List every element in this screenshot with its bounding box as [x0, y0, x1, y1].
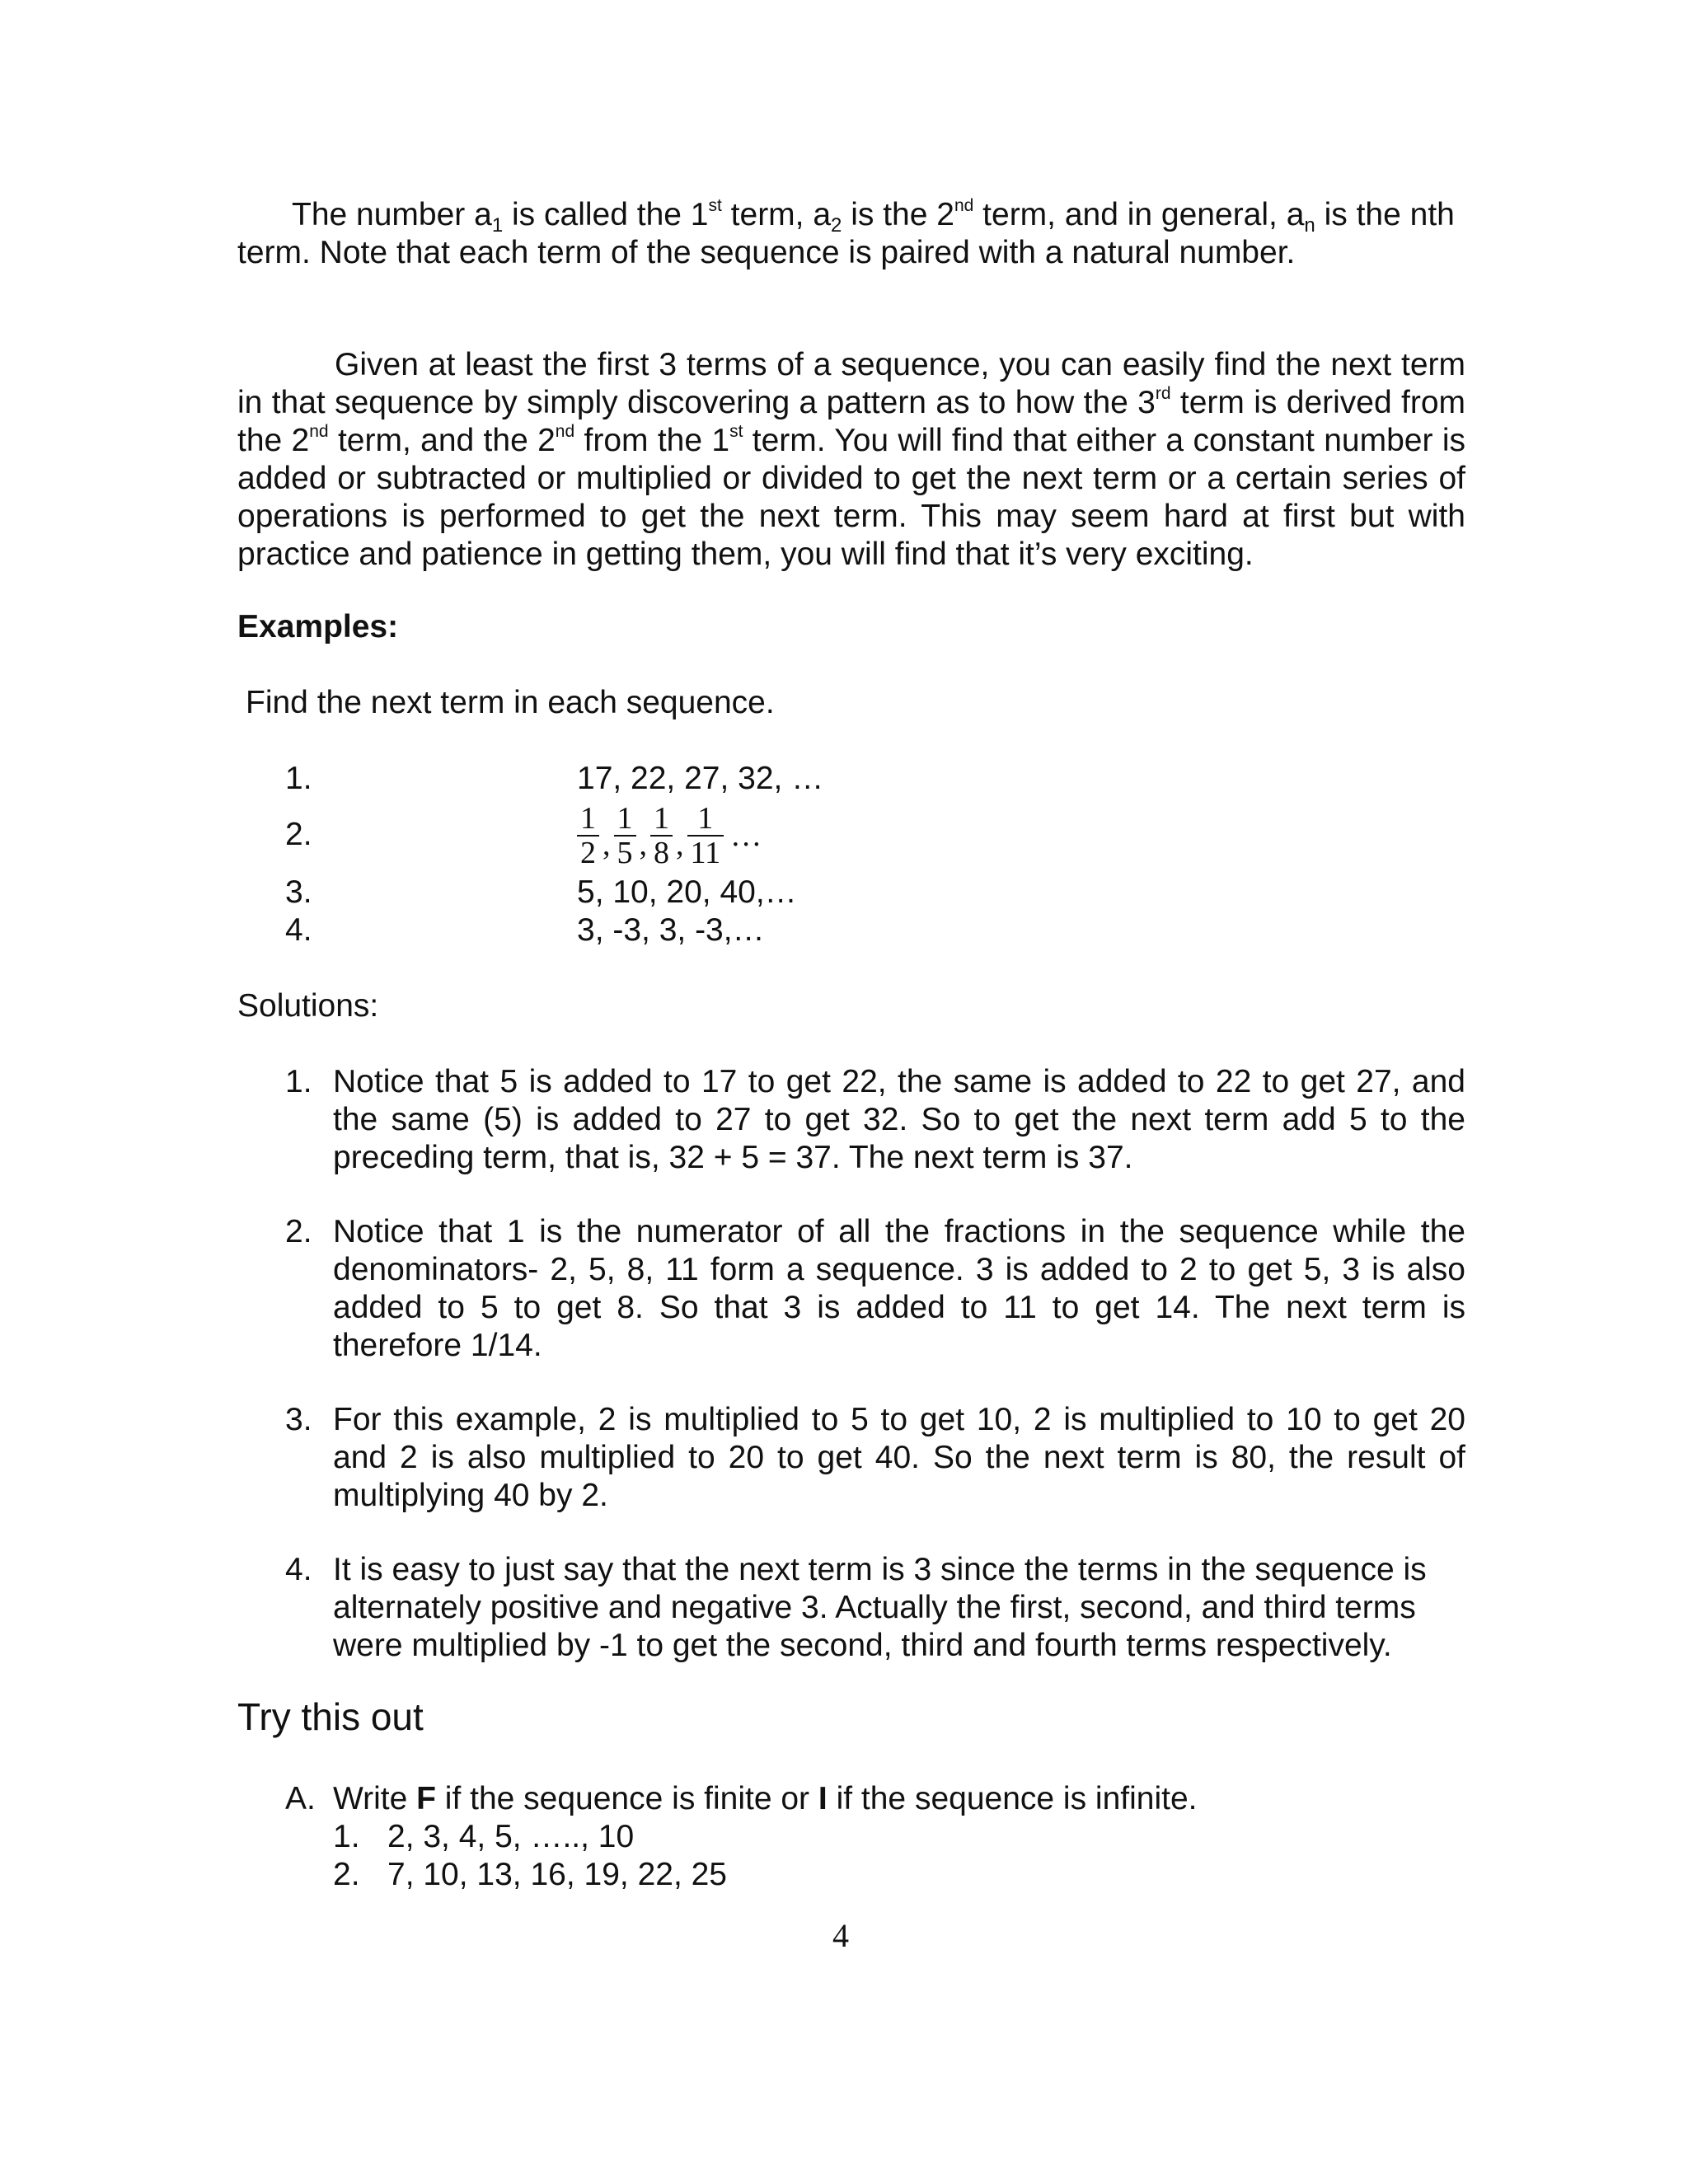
- try-item-1-label: 1.: [333, 1819, 360, 1854]
- solutions-heading: Solutions:: [237, 988, 379, 1024]
- fraction: $\frac{1}{11}$: [687, 802, 724, 869]
- solution-2-text: Notice that 1 is the numerator of all the fractions in the sequence while the denominators- 2, 5, 8, 11 form a sequence. 3 is added to 2 to get 5, 3 is also added to 5 to get 8. So that 3 is added to 11 to get 14. The next term is therefore 1/14.: [333, 1214, 1465, 1363]
- solution-1-label: 1.: [285, 1064, 312, 1099]
- intro-paragraph-1: The number $a_1$ is called the 1st term, $a_2$ is the 2nd term, and in general, $a_n$ is the nth term. Note that each term of the sequence is paired with a natural number.: [237, 196, 1455, 270]
- solution-2-label: 2.: [285, 1214, 312, 1249]
- fraction: $\frac{1}{8}$: [650, 802, 673, 869]
- fraction: $\frac{1}{5}$: [614, 802, 636, 869]
- example-3-label: 3.: [285, 874, 312, 910]
- example-1-sequence: 17, 22, 27, 32, …: [577, 761, 824, 796]
- solution-1: [285, 1063, 1465, 1177]
- solution-1-text: Notice that 5 is added to 17 to get 22, the same is added to 22 to get 27, and the same (5) is added to 27 to get 32. So to get the next term add 5 to the preceding term, that is, 32 + 5 = 37. The next term is 37.: [333, 1064, 1465, 1175]
- try-item-2-label: 2.: [333, 1857, 360, 1892]
- example-1-label: 1.: [285, 761, 312, 796]
- page-number: 4: [832, 1917, 849, 1954]
- solution-3: [285, 1401, 1465, 1515]
- try-a-label: A.: [285, 1781, 316, 1816]
- try-item-1-text: 2, 3, 4, 5, ….., 10: [387, 1819, 635, 1854]
- solution-4-text: It is easy to just say that the next term is 3 since the terms in the sequence is alternately positive and negative 3. Actually the first, second, and third terms were multiplied by -1 to get the second, third and fourth terms respectively.: [333, 1552, 1427, 1663]
- solution-4: [285, 1551, 1465, 1665]
- examples-heading: Examples:: [237, 609, 399, 644]
- examples-instruction: Find the next term in each sequence.: [246, 685, 775, 720]
- try-this-heading: Try this out: [237, 1695, 424, 1738]
- solution-3-label: 3.: [285, 1402, 312, 1437]
- example-4-label: 4.: [285, 912, 312, 948]
- example-2-fraction-sequence: $\frac{1}{2}$ , $\frac{1}{5}$ , $\frac{1}{8}$ , $\frac{1}{11}$ …: [577, 798, 762, 874]
- example-4-sequence: 3, -3, 3, -3,…: [577, 912, 765, 948]
- example-3-sequence: 5, 10, 20, 40,…: [577, 874, 797, 910]
- try-item-2-text: 7, 10, 13, 16, 19, 22, 25: [387, 1857, 727, 1892]
- intro-paragraph-2: Given at least the first 3 terms of a sequence, you can easily find the next term in that sequence by simply discovering a pattern as to how the 3rd term is derived from the 2nd term, and the 2nd from the 1st term. You will find that either a constant number is added or subtracted or multiplied or divided to get the next term or a certain series of operations is performed to get the next term. This may seem hard at first but with practice and patience in getting them, you will find that it’s very exciting.: [237, 347, 1465, 572]
- fraction: $\frac{1}{2}$: [577, 802, 599, 869]
- solution-3-text: For this example, 2 is multiplied to 5 to get 10, 2 is multiplied to 10 to get 20 and 2 is also multiplied to 20 to get 40. So the next term is 80, the result of multiplying 40 by 2.: [333, 1402, 1465, 1513]
- solution-2: [285, 1213, 1465, 1365]
- example-2-label: 2.: [285, 817, 312, 852]
- solution-4-label: 4.: [285, 1552, 312, 1587]
- try-a-instruction: Write F if the sequence is finite or I if the sequence is infinite.: [333, 1781, 1198, 1816]
